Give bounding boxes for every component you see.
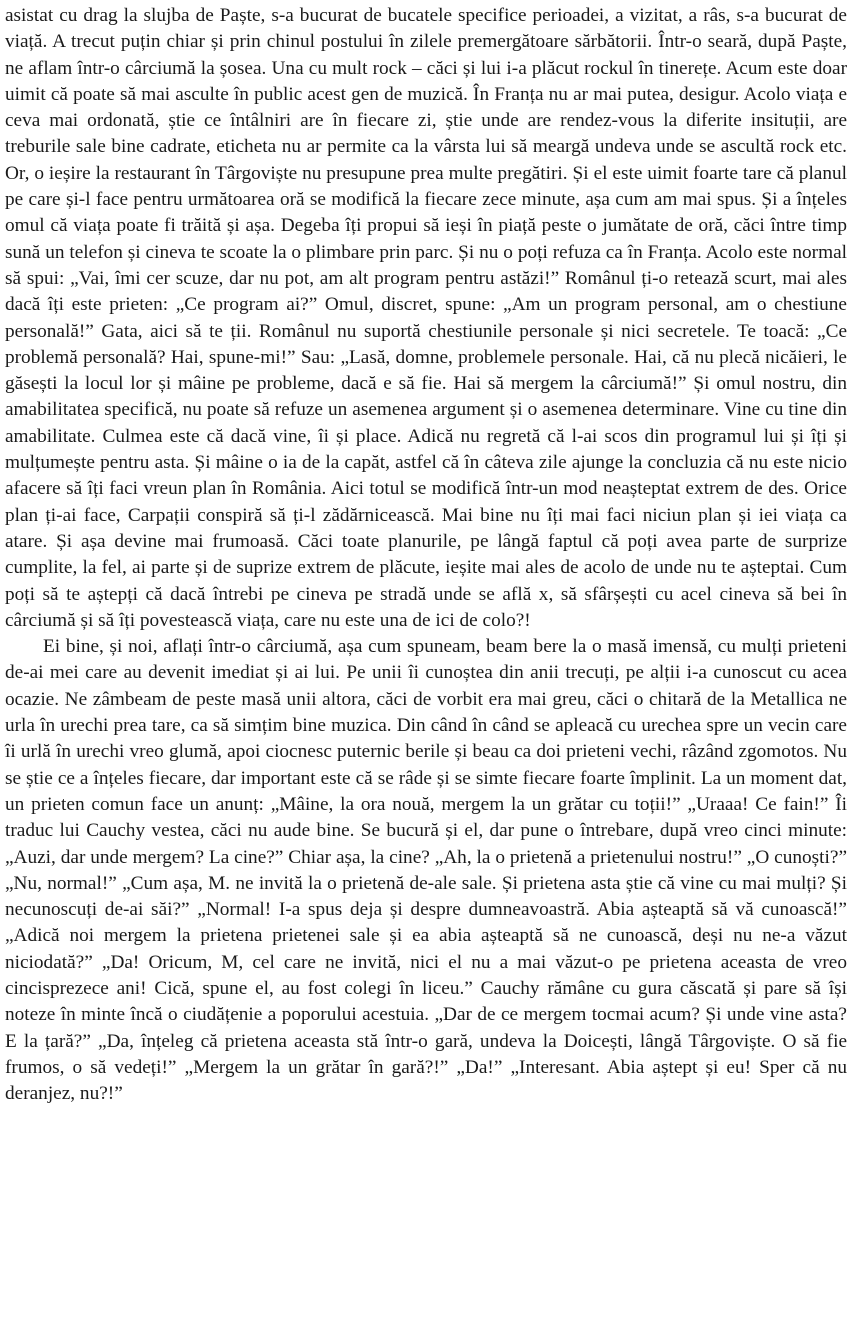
paragraph-1: asistat cu drag la slujba de Paște, s-a bucurat de bucatele specifice perioadei, a vizitat, a râs, s-a bucurat de viață. A trecut puțin chiar și prin chinul postului în zilele premergătoare sărbătorii. Într-o seară, după Paște, ne aflam într-o cârciumă la șosea. Una cu mult rock – căci și lui i-a plăcut rockul în tinerețe. Acum este doar uimit că poate să mai asculte în public acest gen de muzică. În Franța nu ar mai putea, desigur. Acolo viața e ceva mai ordonată, știe ce întâlniri are în fiecare zi, știe unde are rendez-vous la diferite insituții, are treburile sale bine cadrate, eticheta nu ar permite ca la vârsta lui să meargă undeva unde se ascultă rock etc. Or, o ieșire la restaurant în Târgoviște nu presupune prea multe pregătiri. Și el este uimit foarte tare că planul pe care și-l face pentru următoarea oră se modifică la fiecare zece minute, așa cum am mai spus. Și a înțeles omul că viața poate fi trăită și așa. Degeba îți propui să ieși în piață peste o jumătate de oră, căci între timp sună un telefon și cineva te scoate la o plimbare prin parc. Și nu o poți refuza ca în Franța. Acolo este normal să spui: „Vai, îmi cer scuze, dar nu pot, am alt program pentru astăzi!” Românul ți-o retează scurt, mai ales dacă îți este prieten: „Ce program ai?” Omul, discret, spune: „Am un program personal, am o chestiune personală!” Gata, aici să te ții. Românul nu suportă chestiunile personale și nici secretele. Te toacă: „Ce problemă personală? Hai, spune-mi!” Sau: „Lasă, domne, problemele personale. Hai, că nu plecă nicăieri, le găsești la locul lor și mâine pe probleme, dacă e să fie. Hai să mergem la cârciumă!” Și omul nostru, din amabilitatea specifică, nu poate să refuze un asemenea argument și o asemenea determinare. Vine cu tine din amabilitate. Culmea este că dacă vine, îi și place. Adică nu regretă că l-ai scos din programul lui și îți și mulțumește pentru asta. Și mâine o ia de la capăt, astfel că în câteva zile ajunge la concluzia că nu este nicio afacere să îți faci vreun plan în România. Aici totul se modifică într-un mod neașteptat extrem de des. Orice plan ți-ai face, Carpații conspiră să ți-l zădărnicească. Mai bine nu îți mai faci niciun plan și iei viața ca atare. Și așa devine mai frumoasă. Căci toate planurile, pe lângă faptul că poți avea parte de surprize cumplite, la fel, ai parte și de suprize extrem de plăcute, ieșite mai ales de acolo de unde nu te așteptai. Cum poți să te aștepți că dacă întrebi pe cineva pe stradă unde se află x, să sfârșești cu acel cineva să bei în cârciumă și să îți povestească viața, care nu este una de ici de colo?! [5, 5, 847, 631]
document-page [5, 3, 847, 1107]
paragraph-2: Ei bine, și noi, aflați într-o cârciumă, așa cum spuneam, beam bere la o masă imensă, cu mulți prieteni de-ai mei care au devenit imediat și ai lui. Pe unii îi cunoștea din anii trecuți, pe alții i-a cunoscut cu acea ocazie. Ne zâmbeam de peste masă unii altora, căci de vorbit era mai greu, căci o chitară de la Metallica ne urla în urechi prea tare, ca să simțim bine muzica. Din când în când se apleacă cu urechea spre un vecin care îi urlă în urechi vreo glumă, apoi ciocnesc puternic berile și beau ca doi prieteni vechi, râzând zgomotos. Nu se știe ce a înțeles fiecare, dar important este că se râde și se simte fiecare foarte împlinit. La un moment dat, un prieten comun face un anunț: „Mâine, la ora nouă, mergem la un grătar cu toții!” „Uraaa! Ce fain!” Îi traduc lui Cauchy vestea, căci nu aude bine. Se bucură și el, dar pune o întrebare, după vreo cinci minute: „Auzi, dar unde mergem? La cine?” Chiar așa, la cine? „Ah, la o prietenă a prietenului nostru!” „O cunoști?” „Nu, normal!” „Cum așa, M. ne invită la o prietenă de-ale sale. Și prietena asta știe că vine cu mai mulți? Și necunoscuți de-ai săi?” „Normal! I-a spus deja și despre dumneavoastră. Abia așteaptă să vă cunoască!” „Adică noi mergem la prietena prietenei sale și ea abia așteaptă să ne cunoască, deși nu ne-a văzut niciodată?” „Da! Oricum, M, cel care ne invită, nici el nu a mai văzut-o pe prietena aceasta de vreo cincisprezece ani! Cică, spune el, au fost colegi în liceu.” Cauchy rămâne cu gura căscată și pare să își noteze în minte încă o ciudățenie a poporului acestuia. „Dar de ce mergem tocmai acum? Și unde vine asta? E la țară?” „Da, înțeleg că prietena aceasta stă într-o gară, undeva la Doicești, lângă Târgoviște. O să fie frumos, o să vedeți!” „Mergem la un grătar în gară?!” „Da!” „Interesant. Abia aștept și eu! Sper că nu deranjez, nu?!” [5, 636, 847, 1105]
